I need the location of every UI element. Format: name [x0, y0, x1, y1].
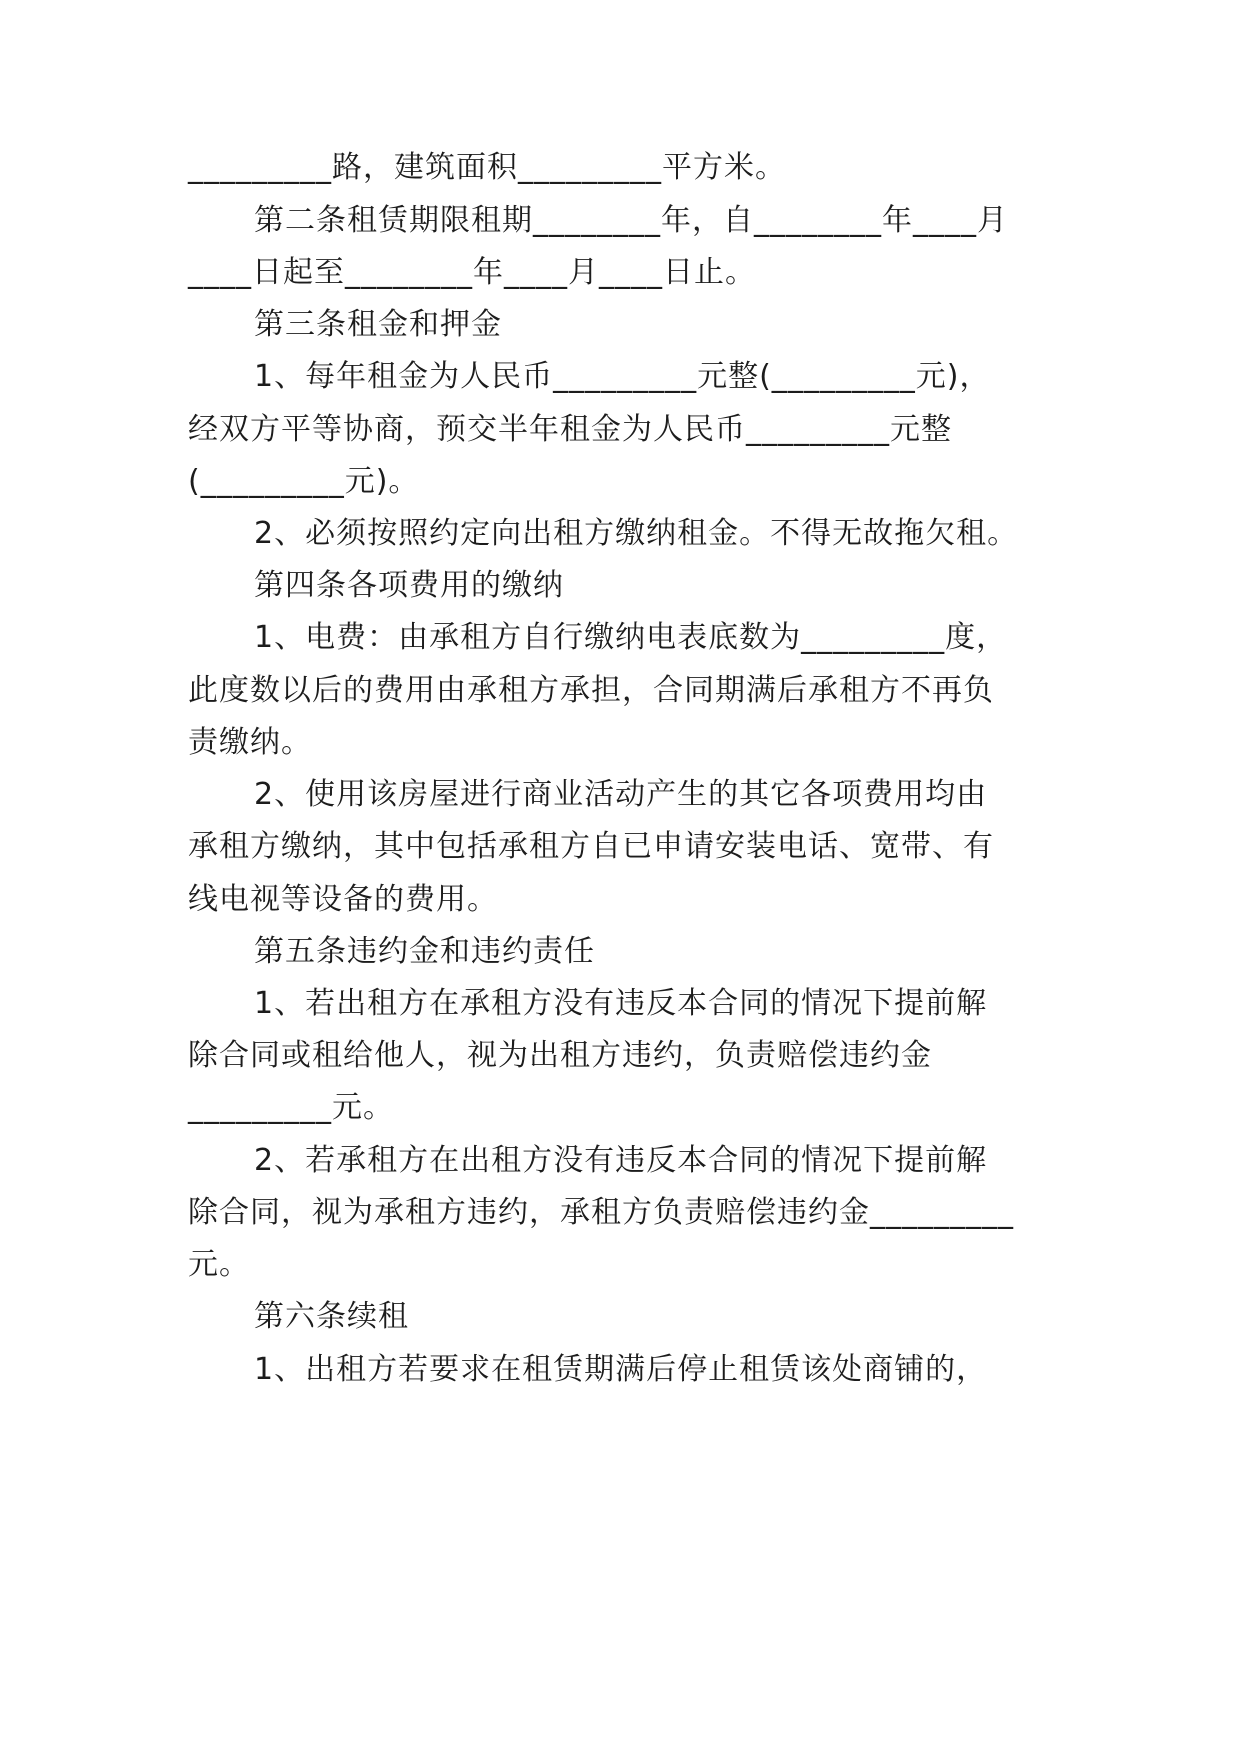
section-heading: 第六条续租 [254, 1299, 409, 1334]
text-line: _________路，建筑面积_________平方米。 [188, 150, 786, 185]
section-heading: 第四条各项费用的缴纳 [254, 568, 564, 603]
text-line: 元。 [188, 1247, 250, 1282]
text-line: 承租方缴纳，其中包括承租方自已申请安装电话、宽带、有 [188, 829, 994, 864]
text-line: 1、若出租方在承租方没有违反本合同的情况下提前解 [254, 986, 988, 1021]
text-line: (_________元)。 [188, 464, 420, 499]
text-line: 第二条租赁期限租期________年，自________年____月 [254, 203, 1008, 238]
section-heading: 第三条租金和押金 [254, 307, 502, 342]
text-line: 经双方平等协商，预交半年租金为人民币_________元整 [188, 412, 952, 447]
text-line: 2、若承租方在出租方没有违反本合同的情况下提前解 [254, 1143, 988, 1178]
text-line: 1、电费：由承租方自行缴纳电表底数为_________度， [254, 620, 1008, 655]
text-line: 责缴纳。 [188, 725, 312, 760]
text-line: 除合同，视为承租方违约，承租方负责赔偿违约金_________ [188, 1195, 1014, 1230]
text-line: 2、使用该房屋进行商业活动产生的其它各项费用均由 [254, 777, 988, 812]
text-line: ____日起至________年____月____日止。 [188, 255, 756, 290]
text-line: _________元。 [188, 1090, 394, 1125]
text-line: 1、每年租金为人民币_________元整(_________元)， [254, 359, 991, 394]
text-line: 此度数以后的费用由承租方承担，合同期满后承租方不再负 [188, 673, 994, 708]
text-line: 1、出租方若要求在租赁期满后停止租赁该处商铺的， [254, 1352, 988, 1387]
section-heading: 第五条违约金和违约责任 [254, 934, 595, 969]
text-line: 2、必须按照约定向出租方缴纳租金。不得无故拖欠租。 [254, 516, 1019, 551]
text-line: 线电视等设备的费用。 [188, 882, 498, 917]
text-line: 除合同或租给他人，视为出租方违约，负责赔偿违约金 [188, 1038, 932, 1073]
